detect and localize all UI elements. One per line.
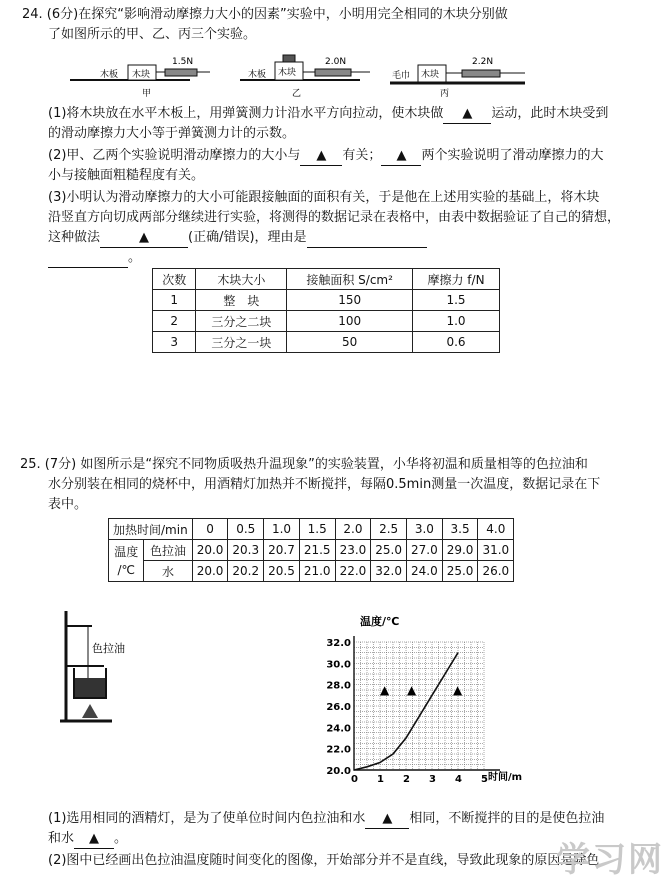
- q24-p3-line2: 沿竖直方向切成两部分继续进行实验，将测得的数据记录在表格中，由表中数据验证了自己的猜想，: [48, 210, 621, 225]
- oil-cell: 20.7: [264, 540, 300, 561]
- q24-p2-text-c: 两个实验说明了滑动摩擦力的大: [421, 148, 604, 163]
- answer-triangle: ▲: [380, 683, 390, 697]
- y-tick-label: 24.0: [326, 723, 351, 735]
- yi-block-label: 木块: [278, 68, 297, 78]
- y-tick-label: 32.0: [326, 638, 351, 649]
- q25-header3: 表中。: [48, 497, 88, 512]
- table-header: 摩擦力 f/N: [413, 269, 500, 290]
- time-label: 加热时间/min: [109, 519, 193, 540]
- table-cell: 3: [153, 332, 196, 353]
- water-cell: 22.0: [335, 561, 371, 582]
- time-cell: 4.0: [478, 519, 514, 540]
- table-cell: 1.5: [413, 290, 500, 311]
- oil-cell: 20.0: [192, 540, 228, 561]
- blank-answer: ▲: [365, 810, 409, 829]
- water-cell: 25.0: [442, 561, 478, 582]
- table-header: 次数: [153, 269, 196, 290]
- water-cell: 32.0: [371, 561, 407, 582]
- q24-p3-line3: [48, 229, 427, 248]
- setup-bing: [390, 57, 525, 99]
- temp-label-line2: /℃: [117, 562, 135, 577]
- time-cell: 2.0: [335, 519, 371, 540]
- friction-experiment-figure: [70, 50, 530, 100]
- q24-p1-line1: [48, 105, 608, 124]
- table-header-row: [153, 269, 500, 290]
- jia-label: 甲: [142, 89, 152, 99]
- time-cell: 3.0: [407, 519, 443, 540]
- bing-block-label: 木块: [421, 70, 440, 80]
- watermark-logo: 学习网: [556, 840, 664, 880]
- oil-cell: 25.0: [371, 540, 407, 561]
- jia-block-label: 木块: [132, 70, 151, 80]
- q24-p1-text-b: 运动，此时木块受到: [491, 106, 609, 121]
- table-header-row: [109, 519, 514, 540]
- water-cell: 26.0: [478, 561, 514, 582]
- q25-header2: 水分别装在相同的烧杯中，用酒精灯加热并不断搅拌，每隔0.5min测量一次温度，数据记录在下: [48, 477, 601, 492]
- setup-yi: [240, 55, 370, 99]
- oil-cell: 20.3: [228, 540, 264, 561]
- x-tick-label: 1: [377, 774, 384, 785]
- table-cell: 150: [287, 290, 413, 311]
- q24-p2-line2: 小与接触面粗糙程度有关。: [48, 168, 205, 183]
- jia-surface-label: 木板: [100, 70, 119, 80]
- time-cell: 2.5: [371, 519, 407, 540]
- time-cell: 1.0: [264, 519, 300, 540]
- bing-surface-label: 毛巾: [392, 71, 411, 81]
- blank-answer: ▲: [443, 105, 491, 124]
- q25-p1-line2: [48, 830, 127, 849]
- y-tick-label: 26.0: [326, 702, 351, 713]
- q24-p3-end: 。: [128, 250, 142, 265]
- heating-apparatus-figure: [52, 606, 142, 731]
- x-tick-label: 3: [429, 774, 436, 785]
- oil-label: 色拉油: [144, 540, 192, 561]
- time-cell: 1.5: [299, 519, 335, 540]
- q24-header: 24. (6分)在探究“影响滑动摩擦力大小的因素”实验中，小明用完全相同的木块分别做: [22, 7, 508, 22]
- oil-cell: 29.0: [442, 540, 478, 561]
- bing-force-label: 2.2N: [472, 57, 494, 67]
- q24-p1-text-a: (1)将木块放在水平木板上，用弹簧测力计沿水平方向拉动，使木块做: [48, 106, 444, 121]
- q24-p3-text-d: (正确/错误)，理由是: [188, 230, 307, 245]
- q24-p2-line1: [48, 147, 603, 166]
- oil-cell: 27.0: [407, 540, 443, 561]
- table-cell: 0.6: [413, 332, 500, 353]
- answer-triangle: ▲: [453, 683, 463, 697]
- blank-answer: ▲: [300, 147, 342, 166]
- y-tick-label: 30.0: [326, 659, 351, 671]
- x-tick-label: 2: [403, 774, 410, 785]
- water-label: 水: [144, 561, 192, 582]
- table-row: [153, 332, 500, 353]
- blank-answer: ▲: [100, 229, 188, 248]
- oil-cell: 21.5: [299, 540, 335, 561]
- y-tick-label: 20.0: [326, 766, 351, 777]
- water-cell: 20.2: [228, 561, 264, 582]
- table-cell: 1.0: [413, 311, 500, 332]
- table-row: [153, 311, 500, 332]
- time-cell: 0: [192, 519, 228, 540]
- time-cell: 3.5: [442, 519, 478, 540]
- blank-reason-cont: [48, 249, 128, 268]
- water-cell: 20.5: [264, 561, 300, 582]
- blank-answer: ▲: [381, 147, 421, 166]
- table-header: 木块大小: [196, 269, 287, 290]
- table-cell: 50: [287, 332, 413, 353]
- q24-p2-text-b: 有关；: [342, 148, 382, 163]
- answer-triangle: ▲: [407, 683, 417, 697]
- blank-answer: ▲: [74, 830, 114, 849]
- q25-header: 25. (7分) 如图所示是“探究不同物质吸热升温现象”的实验装置，小华将初温和质量相等的色拉油和: [20, 457, 588, 472]
- bing-label: 丙: [440, 89, 450, 99]
- y-tick-label: 22.0: [326, 744, 351, 756]
- yi-force-label: 2.0N: [325, 57, 347, 67]
- temperature-time-chart: [318, 612, 528, 787]
- yi-label: 乙: [292, 89, 302, 99]
- y-tick-label: 28.0: [326, 680, 351, 692]
- q25-p1-line1: [48, 810, 604, 829]
- jia-force-label: 1.5N: [172, 57, 194, 67]
- table-cell: 整 块: [196, 290, 287, 311]
- x-tick-label: 4: [455, 774, 462, 785]
- table-row: [109, 540, 514, 561]
- table-cell: 100: [287, 311, 413, 332]
- q24-p1-line2: 的滑动摩擦力大小等于弹簧测力计的示数。: [48, 126, 296, 141]
- temp-label-line1: 温度: [114, 544, 139, 559]
- q25-p1-text-c: 和水: [48, 831, 75, 846]
- setup-jia: [70, 57, 210, 99]
- oil-cell: 31.0: [478, 540, 514, 561]
- q24-p3-line1: (3)小明认为滑动摩擦力的大小可能跟接触面的面积有关，于是他在上述用实验的基础上，将木块: [48, 190, 600, 205]
- chart-ylabel: 温度/℃: [360, 615, 400, 628]
- q25-data-table: [108, 518, 514, 582]
- chart-xlabel: 时间/m: [488, 772, 523, 783]
- q24-p3-text-c: 这种做法: [48, 230, 101, 245]
- table-cell: 三分之一块: [196, 332, 287, 353]
- q25-p1-text-d: 。: [114, 831, 128, 846]
- temp-label: [109, 540, 144, 582]
- table-header: 接触面积 S/cm²: [287, 269, 413, 290]
- x-tick-label: 5: [481, 774, 488, 785]
- apparatus-label: 色拉油: [92, 642, 125, 655]
- q24-p2-text-a: (2)甲、乙两个实验说明滑动摩擦力的大小与: [48, 148, 301, 163]
- table-cell: 2: [153, 311, 196, 332]
- q24-header2: 了如图所示的甲、乙、丙三个实验。: [48, 27, 257, 42]
- blank-reason: [307, 229, 427, 248]
- q25-p1-text-a: (1)选用相同的酒精灯，是为了使单位时间内色拉油和水: [48, 811, 366, 826]
- chart-x-ticks: [351, 774, 488, 785]
- q24-p3-line4: [48, 249, 141, 268]
- table-row: [109, 561, 514, 582]
- water-cell: 24.0: [407, 561, 443, 582]
- water-cell: 20.0: [192, 561, 228, 582]
- table-row: [153, 290, 500, 311]
- table-cell: 1: [153, 290, 196, 311]
- yi-surface-label: 木板: [248, 70, 267, 80]
- oil-cell: 23.0: [335, 540, 371, 561]
- q24-data-table: [152, 268, 500, 353]
- time-cell: 0.5: [228, 519, 264, 540]
- water-cell: 21.0: [299, 561, 335, 582]
- q25-p2-line1: (2)图中已经画出色拉油温度随时间变化的图像，开始部分并不是直线，导致此现象的原因是除色: [48, 853, 600, 868]
- chart-y-ticks: [326, 638, 351, 777]
- q25-p1-text-b: 相同，不断搅拌的目的是使色拉油: [409, 811, 605, 826]
- x-tick-label: 0: [351, 774, 358, 785]
- table-cell: 三分之二块: [196, 311, 287, 332]
